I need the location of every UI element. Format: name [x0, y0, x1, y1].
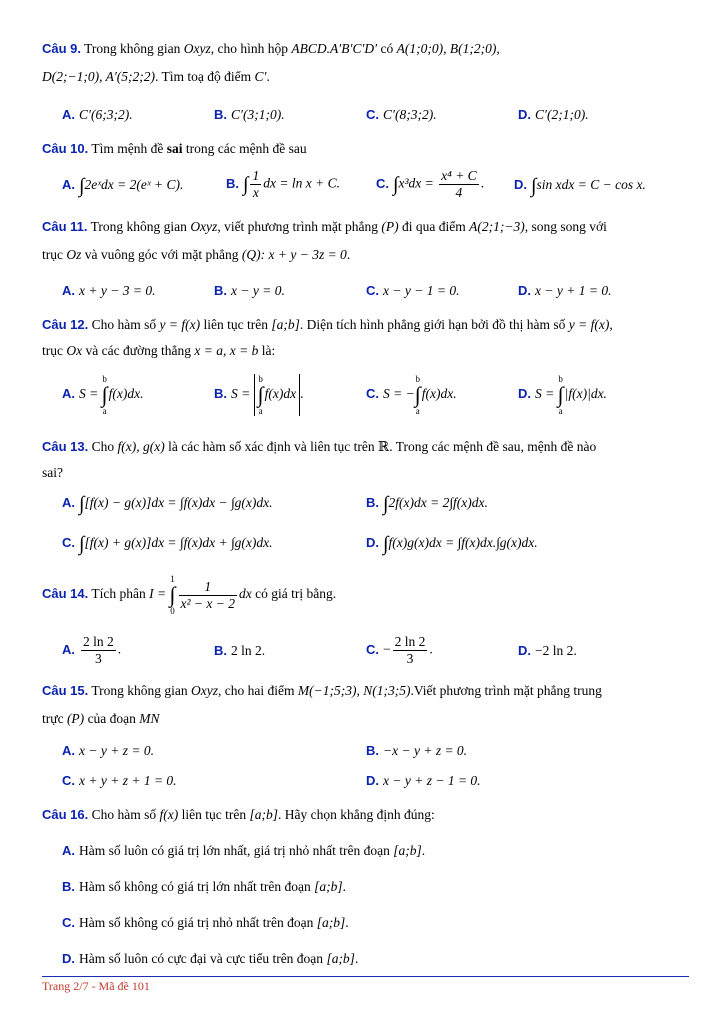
q14-option-c[interactable]: C. − $\frac{2 \ln 2}{3}$ . — [366, 634, 433, 666]
q15-option-b[interactable]: B. −x − y + z = 0. — [366, 743, 468, 758]
q11-option-a[interactable]: A. x + y − 3 = 0. — [62, 283, 156, 298]
q16-option-a[interactable]: A. Hàm số luôn có giá trị lớn nhất, giá trị nhỏ nhất trên đoạn [a;b]. — [62, 843, 426, 858]
question-12-label: Câu 12. — [42, 317, 89, 332]
absolute-value-bars: b ∫ af(x)dx — [254, 374, 301, 416]
integral-sign: ∫ — [393, 173, 399, 196]
question-15-label: Câu 15. — [42, 683, 89, 698]
q11-option-d[interactable]: D. x − y + 1 = 0. — [518, 283, 612, 298]
question-9-label: Câu 9. — [42, 41, 82, 56]
q13-option-b[interactable]: B. ∫2f(x)dx = 2∫f(x)dx. — [366, 492, 488, 515]
q12-option-d[interactable]: D. S = b ∫ a|f(x)|dx. — [518, 374, 607, 416]
footer-divider — [42, 976, 689, 977]
question-14: Câu 14. Tích phân I = 1 ∫ 0 $\frac{1}{\text{x² − x − 2}}$ dx có giá trị bằng. — [42, 574, 337, 616]
integral-sign: ∫ — [531, 174, 537, 197]
q16-option-b[interactable]: B. Hàm số không có giá trị lớn nhất trên đoạn [a;b]. — [62, 879, 346, 894]
q13-option-c[interactable]: C. ∫[f(x) + g(x)]dx = ∫f(x)dx + ∫g(x)dx. — [62, 532, 273, 555]
integral-sign: ∫ — [169, 582, 176, 607]
q12-option-c[interactable]: C. S = −b ∫ af(x)dx. — [366, 374, 457, 416]
integral-sign: ∫ — [79, 532, 85, 555]
q15-option-a[interactable]: A. x − y + z = 0. — [62, 743, 154, 758]
question-10: Câu 10. Tìm mệnh đề sai trong các mệnh đề sau — [42, 141, 307, 156]
q9-option-d[interactable]: D. C′(2;1;0). — [518, 107, 589, 122]
question-9-line-2: D(2;−1;0), A′(5;2;2). Tìm toạ độ điểm C′. — [42, 69, 270, 84]
integral-sign: ∫ — [414, 382, 421, 407]
q16-option-c[interactable]: C. Hàm số không có giá trị nhỏ nhất trên đoạn [a;b]. — [62, 915, 349, 930]
q10-option-d[interactable]: D. ∫sin xdx = C − cos x. — [514, 174, 646, 197]
integral-sign: ∫ — [243, 173, 249, 196]
question-11-label: Câu 11. — [42, 219, 88, 234]
question-14-label: Câu 14. — [42, 586, 89, 602]
q12-option-a[interactable]: A. S = b ∫ af(x)dx. — [62, 374, 144, 416]
integral-sign: ∫ — [79, 492, 85, 515]
question-12-line-2: trục Ox và các đường thẳng x = a, x = b là: — [42, 343, 276, 358]
integral-sign: ∫ — [383, 532, 389, 555]
q10-option-c[interactable]: C. ∫x³dx = $\frac{\text{x⁴ + C}}{4}$ . — [376, 168, 485, 200]
q10-option-b[interactable]: B. ∫ $\frac{1}{x}$ dx = ln x + C. — [226, 168, 340, 200]
q13-option-d[interactable]: D. ∫f(x)g(x)dx = ∫f(x)dx.∫g(x)dx. — [366, 532, 538, 555]
question-11: Câu 11. Trong không gian Oxyz, viết phương trình mặt phẳng (P) đi qua điểm A(2;1;−3), song song với — [42, 219, 607, 234]
question-12: Câu 12. Cho hàm số y = f(x) liên tục trên [a;b]. Diện tích hình phẳng giới hạn bởi đồ thị hàm số y = f(x), — [42, 317, 613, 332]
question-15: Câu 15. Trong không gian Oxyz, cho hai điểm M(−1;5;3), N(1;3;5).Viết phương trình mặt phẳng trung — [42, 683, 602, 698]
integral-sign: ∫ — [257, 382, 264, 407]
integral-sign: ∫ — [79, 174, 85, 197]
q15-option-c[interactable]: C. x + y + z + 1 = 0. — [62, 773, 177, 788]
q14-option-d[interactable]: D. −2 ln 2. — [518, 643, 577, 658]
q14-option-a[interactable]: A. $\frac{2 \ln 2}{3}$ . — [62, 634, 122, 666]
integral-sign: ∫ — [557, 382, 564, 407]
question-13-line-2: sai? — [42, 465, 63, 480]
q13-option-a[interactable]: A. ∫[f(x) − g(x)]dx = ∫f(x)dx − ∫g(x)dx. — [62, 492, 273, 515]
question-16: Câu 16. Cho hàm số f(x) liên tục trên [a;b]. Hãy chọn khẳng định đúng: — [42, 807, 435, 822]
page-footer: Trang 2/7 - Mã đề 101 — [42, 979, 150, 993]
integral-sign: ∫ — [101, 382, 108, 407]
q15-option-d[interactable]: D. x − y + z − 1 = 0. — [366, 773, 481, 788]
q12-option-b[interactable]: B. S = b ∫ af(x)dx . — [214, 374, 304, 416]
question-15-line-2: trực (P) của đoạn MN — [42, 711, 160, 726]
q14-option-b[interactable]: B. 2 ln 2. — [214, 643, 266, 658]
question-9: Câu 9. Trong không gian Oxyz, cho hình hộp ABCD.A′B′C′D′ có A(1;0;0), B(1;2;0), — [42, 41, 500, 56]
q11-option-c[interactable]: C. x − y − 1 = 0. — [366, 283, 460, 298]
q9-option-a[interactable]: A. C′(6;3;2). — [62, 107, 133, 122]
q16-option-d[interactable]: D. Hàm số luôn có cực đại và cực tiểu trên đoạn [a;b]. — [62, 951, 359, 966]
q9-option-b[interactable]: B. C′(3;1;0). — [214, 107, 285, 122]
question-13: Câu 13. Cho f(x), g(x) là các hàm số xác định và liên tục trên ℝ. Trong các mệnh đề sau, mệnh đề nào — [42, 439, 597, 454]
q9-option-c[interactable]: C. C′(8;3;2). — [366, 107, 437, 122]
question-13-label: Câu 13. — [42, 439, 89, 454]
q11-option-b[interactable]: B. x − y = 0. — [214, 283, 285, 298]
question-10-label: Câu 10. — [42, 141, 89, 156]
q10-option-a[interactable]: A. ∫2eˣdx = 2(eˣ + C). — [62, 174, 184, 197]
question-16-label: Câu 16. — [42, 807, 89, 822]
integral-sign: ∫ — [383, 492, 389, 515]
question-11-line-2: trục Oz và vuông góc với mặt phẳng (Q): x + y − 3z = 0. — [42, 247, 351, 262]
